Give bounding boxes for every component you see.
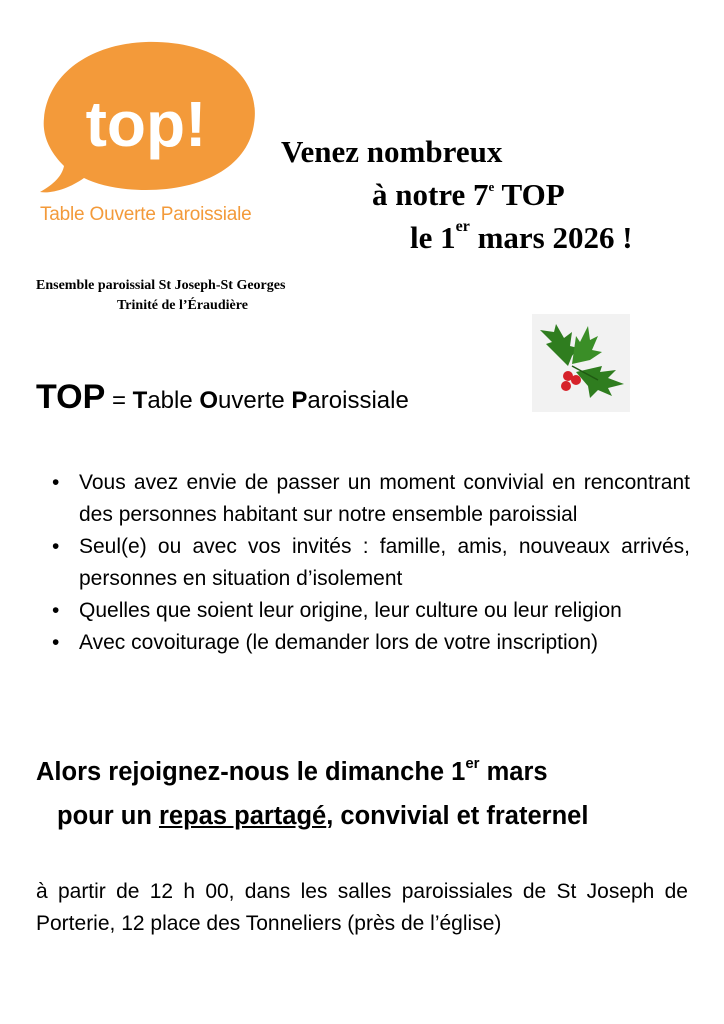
headline-line-3-sup: er bbox=[455, 218, 470, 235]
headline-line-2 bbox=[372, 177, 565, 213]
cta-line-1-text: Alors rejoignez-nous le dimanche 1 bbox=[36, 758, 466, 786]
list-item: • Avec covoiturage (le demander lors de votre inscription) bbox=[52, 627, 690, 659]
parish-name: Ensemble paroissial St Joseph-St Georges bbox=[36, 278, 286, 293]
cta-line-1-end: mars bbox=[479, 758, 548, 786]
cta-line-2-end: , convivial et fraternel bbox=[326, 802, 589, 830]
parish-subname: Trinité de l’Éraudière bbox=[117, 298, 248, 313]
holly-icon bbox=[532, 314, 630, 412]
headline-line-2-sup: e bbox=[488, 179, 495, 194]
headline-line-2-text: à notre 7 bbox=[372, 177, 489, 212]
logo-tagline: Table Ouverte Paroissiale bbox=[40, 204, 252, 225]
letter-t: T bbox=[132, 387, 148, 414]
cta-line-1 bbox=[36, 755, 548, 787]
top-equals: = bbox=[105, 387, 133, 414]
list-item: • Quelles que soient leur origine, leur culture ou leur religion bbox=[52, 595, 690, 627]
headline-line-3 bbox=[410, 220, 633, 256]
logo-bubble-text: top! bbox=[85, 88, 207, 160]
letter-p: P bbox=[291, 387, 308, 414]
top-acronym: TOP bbox=[36, 378, 106, 416]
word-ouverte-rest: uverte bbox=[218, 387, 292, 414]
headline-line-2-end: TOP bbox=[494, 177, 565, 212]
list-item: • Vous avez envie de passer un moment convivial en rencontrant des personnes habitant sur notre ensemble paroissial bbox=[52, 467, 690, 531]
headline-line-3-text: le 1 bbox=[410, 220, 456, 255]
headline-line-1: Venez nombreux bbox=[281, 134, 503, 169]
word-paroissiale-rest: aroissiale bbox=[307, 387, 409, 414]
word-table-rest: able bbox=[147, 387, 200, 414]
event-details: à partir de 12 h 00, dans les salles paroissiales de St Joseph de Porterie, 12 place des Tonneliers (près de l’église) bbox=[36, 880, 688, 935]
top-definition bbox=[36, 378, 409, 417]
cta-line-1-sup: er bbox=[465, 755, 480, 772]
cta-line-2-text: pour un bbox=[57, 802, 159, 830]
letter-o: O bbox=[199, 387, 219, 414]
list-item: • Seul(e) ou avec vos invités : famille, amis, nouveaux arrivés, personnes en situation d’isolement bbox=[52, 531, 690, 595]
headline-line-3-end: mars 2026 ! bbox=[469, 220, 633, 255]
bullet-list bbox=[52, 467, 690, 659]
cta-underlined: repas partagé bbox=[158, 802, 327, 830]
cta-line-2 bbox=[57, 802, 588, 831]
